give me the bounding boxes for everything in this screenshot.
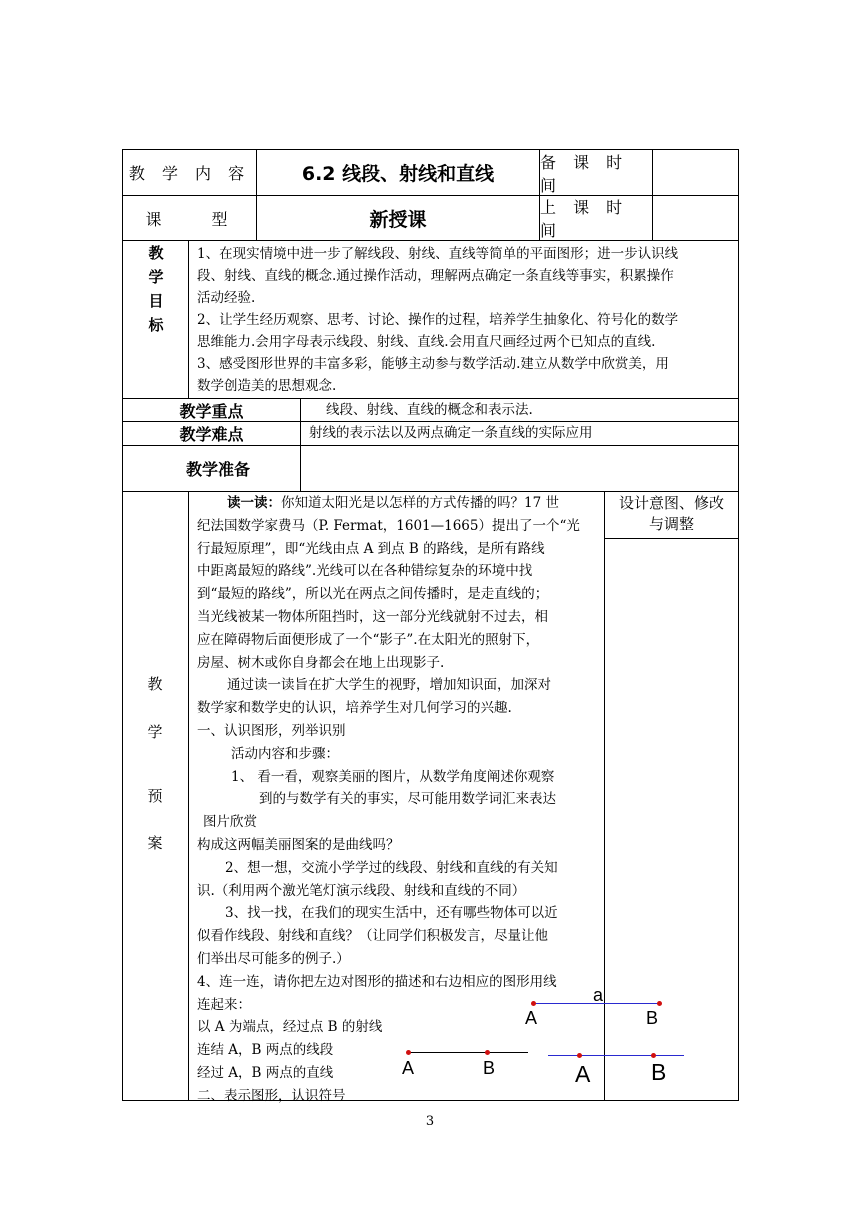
key-points-label: 教学重点 [179, 401, 244, 421]
point-label-b: B [646, 1008, 659, 1028]
lesson-type-label: 课 型 [145, 209, 234, 229]
prep-time-label-cell [540, 150, 652, 195]
point-a-dot [577, 1053, 582, 1058]
objectives-line: 2、让学生经历观察、思考、讨论、操作的过程，培养学生抽象化、符号化的数学 [197, 312, 679, 328]
design-intent-header-line: 设计意图、修改 [618, 494, 724, 512]
lesson-title-cell [257, 150, 539, 195]
objectives-label-char: 学 [148, 268, 164, 286]
plan-line: 二、表示图形，认识符号 [197, 1087, 346, 1104]
lesson-type: 新授课 [369, 208, 427, 231]
line-label-a: a [593, 985, 604, 1005]
plan-line: 4、连一连，请你把左边对图形的描述和右边相应的图形用线 [197, 973, 557, 990]
plan-line: 2、想一想，交流小学学过的线段、射线和直线的有关知 [225, 859, 558, 876]
plan-line: 3、找一找，在我们的现实生活中，还有哪些物体可以近 [225, 905, 558, 922]
read-label: 读一读： [227, 495, 281, 511]
plan-line: 中距离最短的路线”.光线可以在各种错综复杂的环境中找 [197, 563, 533, 580]
point-b-dot [485, 1050, 490, 1055]
plan-line: 当光线被某一物体所阻挡时，这一部分光线就射不过去，相 [197, 608, 548, 625]
point-label-a: A [525, 1008, 538, 1028]
design-intent-header-line: 与调整 [648, 515, 694, 533]
point-b-dot [657, 1001, 662, 1006]
plan-line: 连结 A，B 两点的线段 [197, 1042, 334, 1059]
table-divider [188, 240, 189, 399]
table-divider [604, 538, 739, 539]
plan-text [197, 492, 602, 1108]
plan-line: 以 A 为端点，经过点 B 的射线 [197, 1019, 383, 1036]
prep-time-label: 备 课 时 间 [540, 152, 629, 195]
plan-line: 应在障碍物后面便形成了一个“影子”.在太阳光的照射下， [197, 631, 540, 648]
objectives-label-char: 标 [148, 316, 164, 334]
objectives-line: 段、射线、直线的概念.通过操作活动，理解两点确定一条直线等事实，积累操作 [197, 268, 674, 284]
plan-line: 数学家和数学史的认识，培养学生对几何学习的兴趣. [197, 700, 512, 717]
plan-line: 经过 A，B 两点的直线 [197, 1064, 334, 1081]
plan-line: 们举出尽可能多的例子.） [197, 950, 350, 967]
plan-label-char: 预 [147, 787, 163, 805]
objectives-label-char: 目 [148, 292, 164, 310]
point-a-dot [531, 1001, 536, 1006]
table-divider [188, 491, 189, 1101]
point-label-a: A [575, 1061, 591, 1087]
plan-line: 纪法国数学家费马（P. Fermat，1601—1665）提出了一个“光 [197, 517, 580, 534]
point-a-dot [406, 1050, 411, 1055]
plan-line: 构成这两幅美丽图案的是曲线吗？ [197, 836, 400, 853]
table-border-right [738, 149, 739, 1101]
objectives-line: 1、在现实情境中进一步了解线段、射线、直线等简单的平面图形；进一步认识线 [197, 246, 679, 262]
plan-line: 房屋、树木或你自身都会在地上出现影子. [197, 654, 445, 671]
plan-line: 活动内容和步骤： [231, 745, 339, 762]
page-number: 3 [425, 1114, 435, 1129]
preparation-label-cell [123, 446, 313, 491]
point-label-b: B [483, 1058, 496, 1078]
plan-line: 到的与数学有关的事实，尽可能用数学词汇来表达 [259, 791, 556, 808]
plan-line: 似看作线段、射线和直线？（让同学们积极发言，尽量让他 [197, 928, 548, 945]
objectives-line: 数学创造美的思想观念. [197, 378, 337, 394]
lesson-type-cell [257, 196, 539, 240]
plan-line: 通过读一读旨在扩大学生的视野，增加知识面，加深对 [227, 677, 551, 694]
class-time-value [653, 196, 738, 240]
lesson-title: 6.2 线段、射线和直线 [301, 163, 495, 185]
class-time-label: 上 课 时 间 [540, 198, 629, 240]
content-label: 教 学 内 容 [128, 164, 251, 183]
difficulties-label: 教学难点 [179, 425, 244, 444]
plan-label-char: 案 [147, 834, 163, 852]
figure-line [548, 1055, 684, 1056]
plan-line: 到“最短的路线”，所以光在两点之间传播时，是走直线的； [197, 586, 549, 603]
plan-line: 一、认识图形，列举识别 [197, 722, 346, 739]
preparation-label: 教学准备 [185, 460, 250, 479]
difficulties-text: 射线的表示法以及两点确定一条直线的实际应用 [309, 425, 593, 441]
design-intent-header [605, 493, 738, 535]
lesson-type-label-cell [123, 196, 256, 240]
point-label-b: B [651, 1059, 667, 1085]
plan-line: 图片欣赏 [203, 814, 257, 831]
class-time-label-cell [540, 196, 652, 240]
plan-line: 你知道太阳光是以怎样的方式传播的吗？17 世 [281, 495, 559, 511]
figure-line [408, 1052, 528, 1053]
objectives-line: 活动经验. [197, 290, 256, 306]
point-label-a: A [402, 1058, 415, 1078]
point-b-dot [651, 1053, 656, 1058]
objectives-text [197, 243, 735, 397]
table-border-left [122, 149, 123, 1101]
plan-line: 行最短原理”，即“光线由点 A 到点 B 的路线，是所有路线 [197, 540, 545, 557]
plan-label-char: 学 [147, 723, 163, 741]
content-label-cell [123, 150, 256, 195]
table-divider [604, 491, 605, 1101]
key-points-text: 线段、射线、直线的概念和表示法. [326, 402, 533, 418]
plan-line: 识.（利用两个激光笔灯演示线段、射线和直线的不同） [197, 882, 526, 899]
plan-line: 1、 看一看，观察美丽的图片，从数学角度阐述你观察 [231, 768, 555, 785]
objectives-label-char: 教 [148, 244, 164, 262]
key-points-label-cell [123, 399, 300, 421]
objectives-line: 思维能力.会用字母表示线段、射线、直线.会用直尺画经过两个已知点的直线. [197, 334, 656, 350]
plan-line: 连起来： [197, 996, 251, 1013]
objectives-line: 3、感受图形世界的丰富多彩，能够主动参与数学活动.建立从数学中欣赏美，用 [197, 356, 669, 372]
plan-label-char: 教 [147, 675, 163, 693]
prep-time-value [653, 150, 738, 195]
difficulties-label-cell [123, 422, 300, 445]
